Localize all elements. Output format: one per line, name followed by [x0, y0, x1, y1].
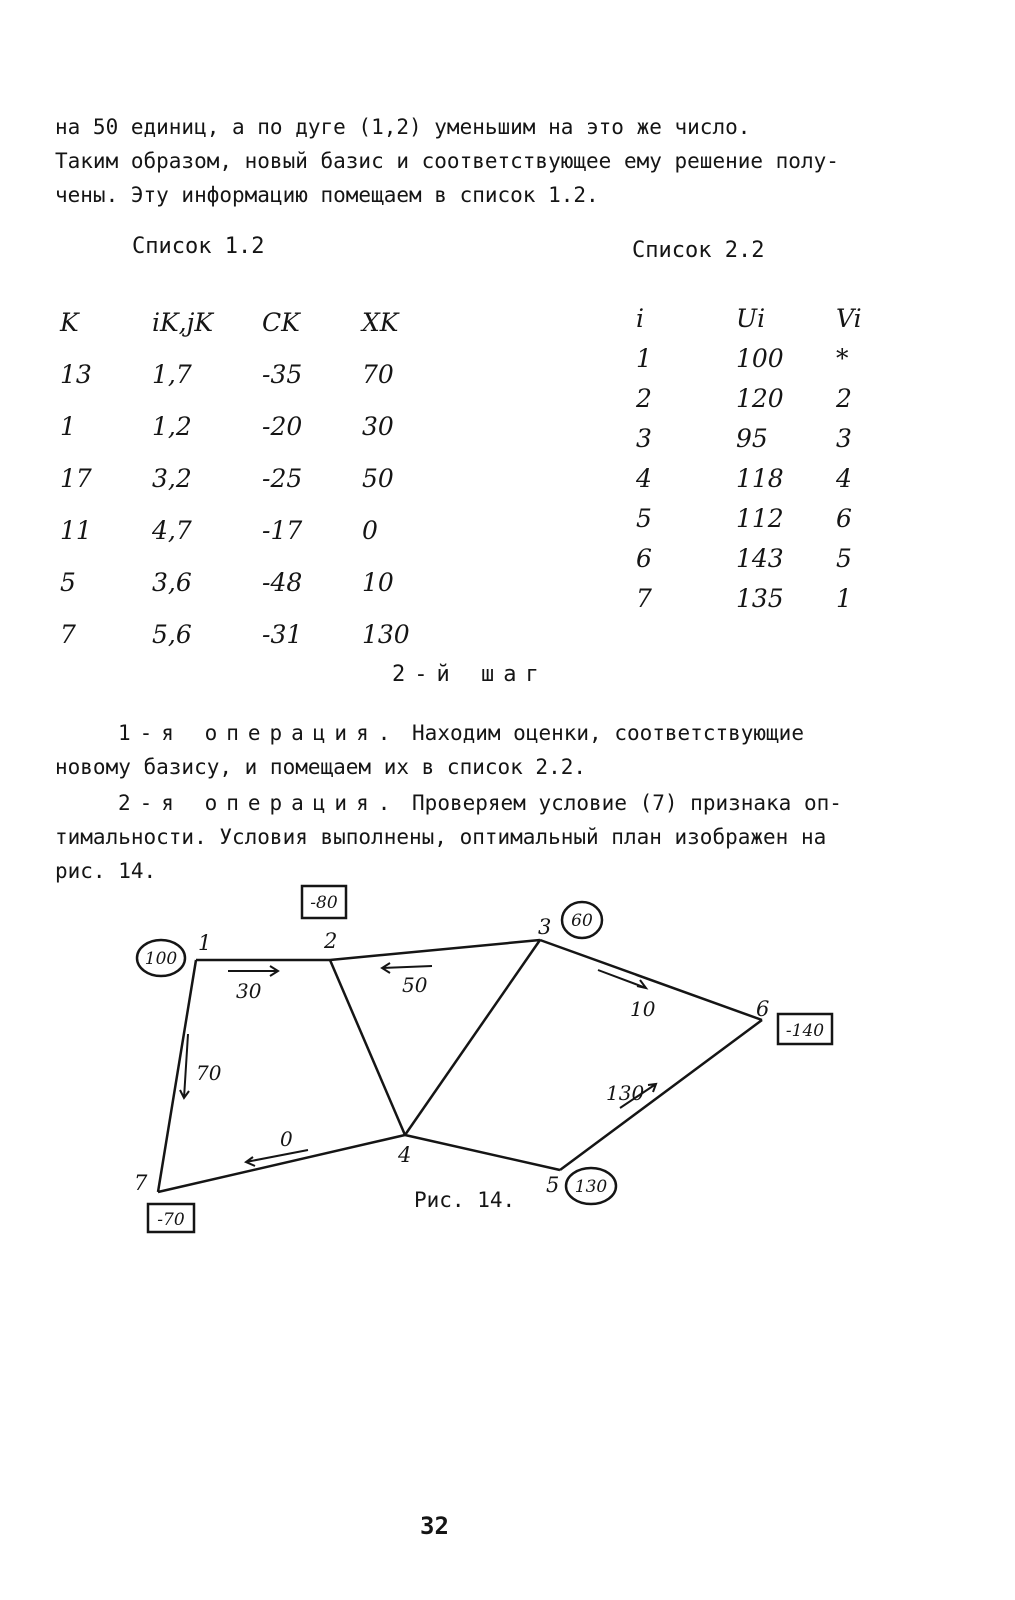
op2-line-3: рис. 14.	[55, 859, 157, 883]
header-ck: CK	[262, 307, 300, 337]
header-k: K	[60, 307, 79, 337]
cell-arc: 1,7	[152, 359, 192, 389]
cell-flow: 10	[362, 567, 394, 597]
header-ui: Ui	[736, 303, 766, 333]
node-supply-7: -70	[157, 1210, 185, 1230]
cell-i: 6	[636, 543, 652, 573]
op2-text: Проверяем условие (7) признака оп-	[412, 791, 842, 815]
cell-u: 143	[736, 543, 784, 573]
cell-flow: 70	[362, 359, 394, 389]
cell-arc: 5,6	[152, 619, 192, 649]
edges	[158, 940, 762, 1192]
flow-label-5-6: 130	[606, 1081, 645, 1105]
cell-v: 2	[836, 383, 852, 413]
flow-arrow-1-2	[228, 966, 278, 976]
node-supplies	[145, 893, 825, 1230]
edge-4-5	[405, 1135, 560, 1170]
cell-u: 95	[736, 423, 768, 453]
flow-label-4-7: 0	[280, 1127, 293, 1151]
cell-flow: 30	[362, 411, 394, 441]
cell-arc: 4,7	[152, 515, 192, 545]
node-supply-1: 100	[144, 949, 178, 969]
flow-arrow-3-6	[598, 970, 646, 988]
node-id-1: 1	[198, 931, 212, 955]
flow-labels	[196, 973, 656, 1151]
cell-u: 135	[736, 583, 784, 613]
cell-i: 1	[636, 343, 652, 373]
node-id-5: 5	[546, 1173, 560, 1197]
op2-label: 2-я операция.	[118, 791, 400, 815]
header-ik-jk: iK,jK	[152, 307, 214, 337]
header-xk: XK	[362, 307, 399, 337]
node-markers	[137, 886, 832, 1232]
edge-3-4	[405, 940, 540, 1135]
figure-caption: Рис. 14.	[414, 1188, 516, 1212]
flow-label-1-2: 30	[236, 979, 262, 1003]
node-ids	[134, 915, 769, 1197]
cell-u: 100	[736, 343, 784, 373]
cell-cost: -48	[262, 567, 303, 597]
edge-2-4	[330, 960, 405, 1135]
cell-u: 112	[736, 503, 784, 533]
cell-v: 5	[836, 543, 852, 573]
cell-k: 7	[60, 619, 76, 649]
cell-cost: -35	[262, 359, 303, 389]
flow-label-1-7: 70	[196, 1061, 222, 1085]
cell-arc: 3,6	[152, 567, 192, 597]
cell-v: 6	[836, 503, 852, 533]
cell-i: 2	[636, 383, 652, 413]
cell-i: 3	[636, 423, 652, 453]
list2-caption: Список 2.2	[632, 238, 765, 263]
flow-label-3-6: 10	[630, 997, 656, 1021]
intro-line-1: на 50 единиц, а по дуге (1,2) уменьшим на это же число.	[55, 115, 751, 139]
cell-k: 13	[60, 359, 92, 389]
cell-cost: -20	[262, 411, 303, 441]
cell-i: 5	[636, 503, 652, 533]
node-id-6: 6	[756, 997, 770, 1021]
node-supply-3: 60	[571, 911, 593, 931]
cell-i: 7	[636, 583, 652, 613]
cell-v: *	[836, 343, 849, 373]
cell-arc: 1,2	[152, 411, 192, 441]
cell-flow: 130	[362, 619, 410, 649]
node-supply-5: 130	[574, 1177, 608, 1197]
cell-arc: 3,2	[152, 463, 192, 493]
cell-u: 118	[736, 463, 784, 493]
cell-flow: 50	[362, 463, 394, 493]
cell-v: 4	[836, 463, 852, 493]
cell-i: 4	[636, 463, 652, 493]
header-vi: Vi	[836, 303, 862, 333]
header-i: i	[636, 303, 644, 333]
cell-cost: -17	[262, 515, 303, 545]
page-number: 32	[420, 1512, 449, 1540]
cell-k: 1	[60, 411, 76, 441]
cell-k: 11	[60, 515, 92, 545]
intro-line-2: Таким образом, новый базис и соответствующее ему решение полу-	[55, 149, 839, 173]
cell-k: 5	[60, 567, 76, 597]
op1-label: 1-я операция.	[118, 721, 400, 745]
op1-text: Находим оценки, соответствующие	[412, 721, 804, 745]
cell-cost: -25	[262, 463, 303, 493]
list1-caption: Список 1.2	[132, 234, 265, 259]
cell-flow: 0	[362, 515, 378, 545]
op1-line-2: новому базису, и помещаем их в список 2.2.	[55, 755, 587, 779]
edge-5-6	[560, 1020, 762, 1170]
cell-cost: -31	[262, 619, 303, 649]
op2-line-2: тимальности. Условия выполнены, оптимальный план изображен на	[55, 825, 827, 849]
node-supply-6: -140	[785, 1021, 825, 1041]
cell-v: 1	[836, 583, 852, 613]
cell-v: 3	[836, 423, 852, 453]
edge-1-7	[158, 960, 196, 1192]
step-heading: 2-й шаг	[392, 662, 548, 687]
node-id-3: 3	[538, 915, 552, 939]
node-supply-2: -80	[310, 893, 338, 913]
intro-line-3: чены. Эту информацию помещаем в список 1.2.	[55, 183, 599, 207]
flow-arrow-3-2	[382, 963, 432, 973]
edge-2-3	[330, 940, 540, 960]
cell-k: 17	[60, 463, 92, 493]
flow-label-3-2: 50	[402, 973, 428, 997]
node-id-2: 2	[324, 929, 338, 953]
node-id-4: 4	[398, 1143, 412, 1167]
cell-u: 120	[736, 383, 784, 413]
node-id-7: 7	[134, 1171, 148, 1195]
